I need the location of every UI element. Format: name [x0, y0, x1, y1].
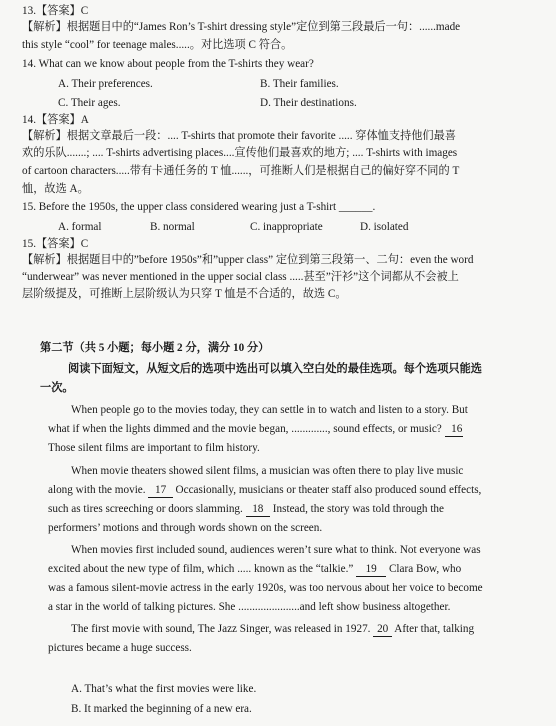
passage-option-b: B. It marked the beginning of a new era.	[71, 703, 252, 715]
passage-p4-line-1-text-b: After that, talking	[394, 623, 475, 635]
section-2-instruction-line-1: 阅读下面短文，从短文后的选项中选出可以填入空白处的最佳选项。每个选项只能选	[68, 363, 482, 375]
q15-option-d: D. isolated	[360, 221, 409, 233]
q14-option-b: B. Their families.	[260, 78, 339, 90]
blank-18	[246, 504, 270, 517]
q13-answer: 13.【答案】C	[22, 5, 89, 17]
blank-16	[445, 424, 464, 437]
q15-question: 15. Before the 1950s, the upper class considered wearing just a T-shirt ______.	[22, 201, 376, 213]
q14-analysis-line-1: 【解析】根据文章最后一段：.... T-shirts that promote their favorite ..... 穿体恤支持他们最喜	[22, 130, 456, 142]
passage-p1-line-2	[48, 424, 463, 437]
q15-analysis-line-2: “underwear” was never mentioned in the upper social class .....甚至”汗衫”这个词都从不会被上	[22, 271, 459, 283]
passage-p2-line-2-text-b: Occasionally, musicians or theater staff also produced sound effects,	[175, 484, 482, 496]
passage-option-a: A. That’s what the first movies were like.	[71, 683, 257, 695]
q14-option-d: D. Their destinations.	[260, 97, 357, 109]
passage-p3-line-2-text-b: Clara Bow, who	[388, 563, 462, 575]
blank-18-number: 18	[252, 503, 264, 515]
blank-19	[356, 564, 386, 577]
passage-p2-line-2-text-a: along with the movie.	[48, 484, 146, 496]
q15-answer: 15.【答案】C	[22, 238, 89, 250]
q14-analysis-line-4: 恤，故选 A。	[22, 183, 89, 195]
blank-20-number: 20	[377, 623, 389, 635]
q13-analysis-line-2: this style “cool” for teenage males.....。对比选项 C 符合。	[22, 39, 293, 51]
passage-p2-line-3-text-a: such as tires screeching or doors slamming.	[48, 503, 243, 515]
blank-20	[373, 624, 392, 637]
passage-p4-line-1-text-a: The first movie with sound, The Jazz Singer, was released in 1927.	[71, 623, 371, 635]
passage-p3-line-4: a star in the world of talking pictures. She ......................and left show business altogether.	[48, 601, 451, 613]
passage-p3-line-3: was a famous silent-movie actress in the early 1920s, was too nervous about her voice to become	[48, 582, 483, 594]
passage-p2-line-2	[48, 485, 481, 498]
passage-p3-line-2	[48, 564, 461, 577]
blank-17-number: 17	[154, 484, 167, 496]
passage-p2-line-4: performers’ motions and through words shown on the screen.	[48, 522, 323, 534]
q14-option-a: A. Their preferences.	[58, 78, 153, 90]
passage-p2-line-1: When movie theaters showed silent films, a musician was often there to play live music	[71, 465, 464, 477]
q15-option-a: A. formal	[58, 221, 102, 233]
q14-option-c: C. Their ages.	[58, 97, 121, 109]
passage-p3-line-1: When movies first included sound, audiences weren’t sure what to think. Not everyone was	[71, 544, 481, 556]
q15-option-c: C. inappropriate	[250, 221, 323, 233]
passage-p2-line-3	[48, 504, 444, 517]
q13-analysis-line-1: 【解析】根据题目中的“James Ron’s T-shirt dressing style”定位到第三段最后一句：......made	[22, 21, 461, 33]
q14-question: 14. What can we know about people from the T-shirts they wear?	[22, 58, 314, 70]
passage-p3-line-2-text-a: excited about the new type of film, which ..... known as the “talkie.”	[48, 563, 354, 575]
q14-answer: 14.【答案】A	[22, 114, 89, 126]
passage-p1-line-3: Those silent films are important to film history.	[48, 442, 260, 454]
passage-p4-line-1	[71, 624, 474, 637]
q15-analysis-line-1: 【解析】根据题目中的”before 1950s”和”upper class” 定位到第三段第一、二句：even the word	[22, 254, 474, 266]
q14-analysis-line-3: of cartoon characters.....带有卡通任务的 T 恤......，可推断人们是根据自己的偏好穿不同的 T	[22, 165, 460, 177]
passage-p1-line-1: When people go to the movies today, they can settle in to watch and listen to a story. But	[71, 404, 468, 416]
section-2-heading: 第二节（共 5 小题；每小题 2 分，满分 10 分）	[40, 342, 270, 354]
blank-16-number: 16	[451, 423, 463, 435]
q15-option-b: B. normal	[150, 221, 195, 233]
passage-p2-line-3-text-b: Instead, the story was told through the	[272, 503, 444, 515]
q14-analysis-line-2: 欢的乐队.......; .... T-shirts advertising places....宣传他们最喜欢的地方; .... T-shirts with images	[22, 147, 458, 159]
blank-19-number: 19	[365, 563, 377, 575]
passage-p4-line-2: pictures became a huge success.	[48, 642, 192, 654]
q15-analysis-line-3: 层阶级提及，可推断上层阶级认为只穿 T 恤是不合适的，故选 C。	[22, 288, 347, 300]
blank-17	[148, 485, 172, 498]
section-2-instruction-line-2: 一次。	[40, 382, 74, 394]
passage-p1-line-2-text: what if when the lights dimmed and the movie began, ............., sound effects, or music?	[48, 423, 442, 435]
